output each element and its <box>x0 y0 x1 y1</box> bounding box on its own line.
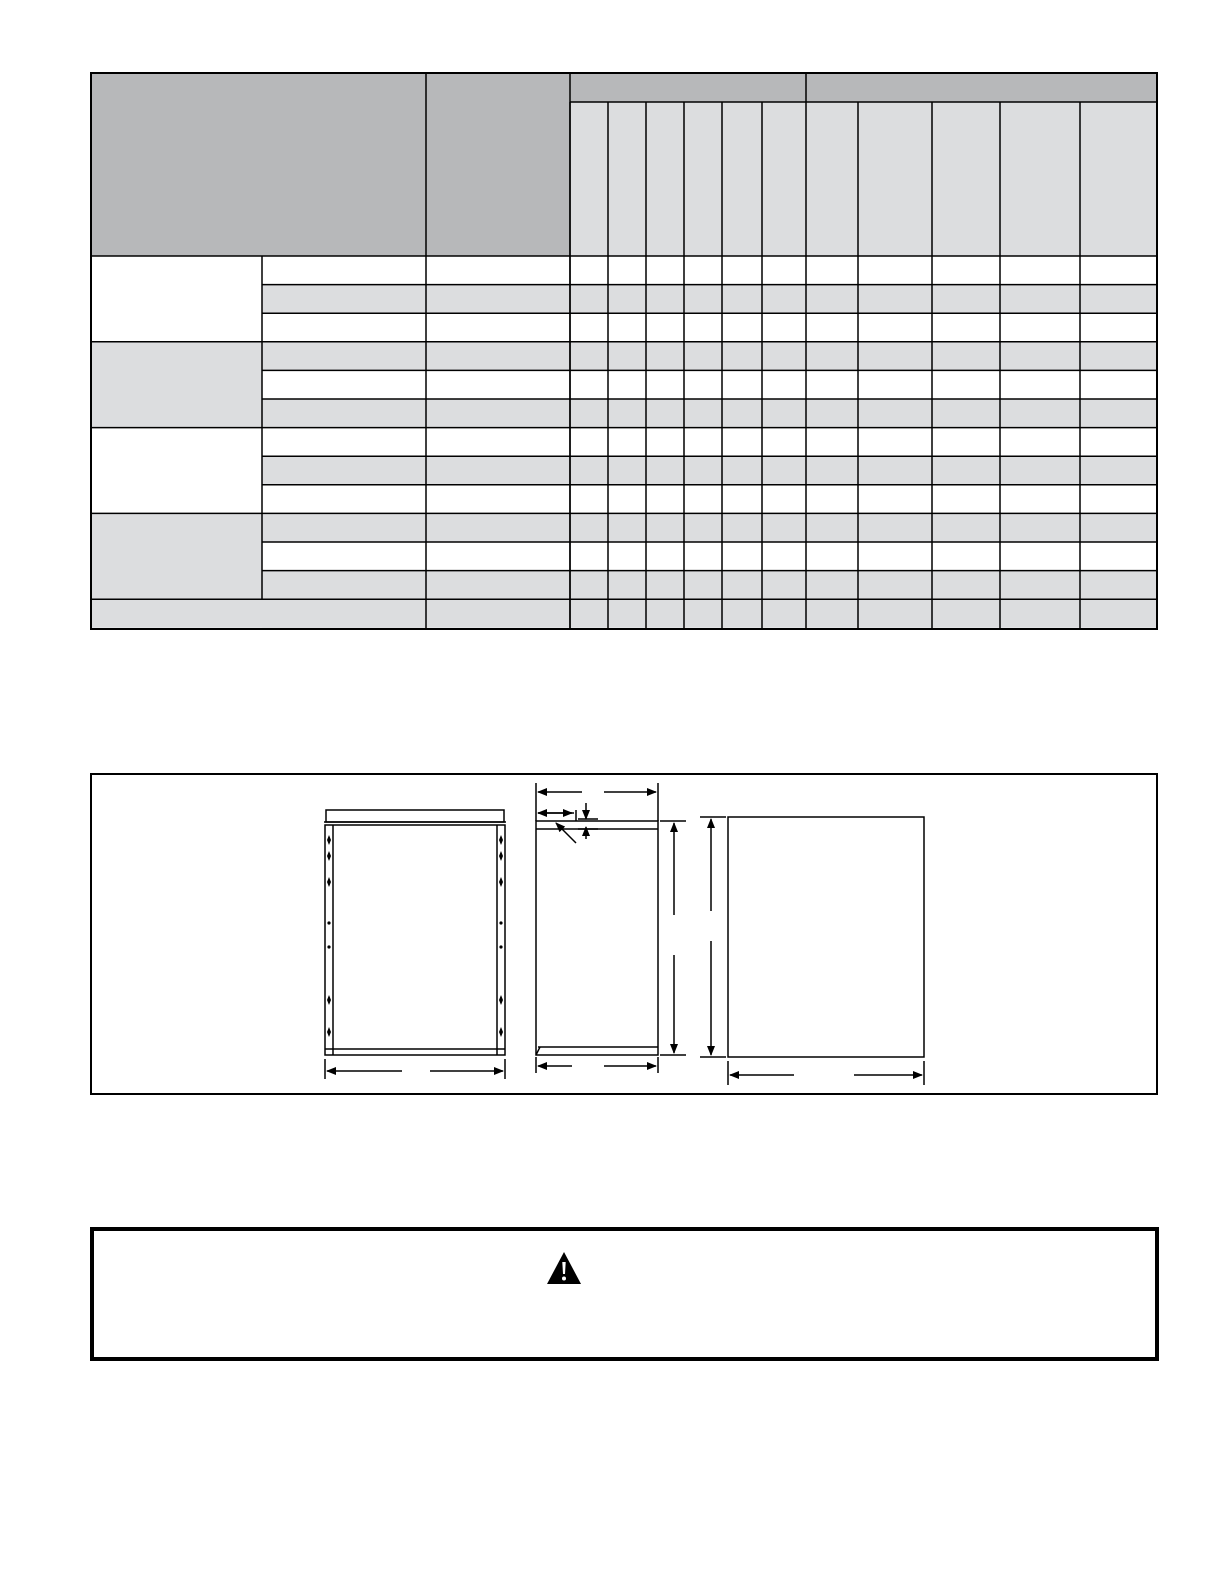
table-row <box>262 428 1156 457</box>
table-row <box>262 485 1156 514</box>
table-grid <box>92 74 1156 628</box>
table-row <box>262 571 1156 600</box>
header-group-row <box>570 74 1156 102</box>
section-label-cell <box>92 513 262 599</box>
table-row <box>262 342 1156 371</box>
side-flange-dimension <box>538 810 576 821</box>
back-width-dimension <box>728 1061 924 1085</box>
table-row <box>262 513 1156 542</box>
table-row <box>262 456 1156 485</box>
table-row <box>262 370 1156 399</box>
back-panel <box>728 817 924 1057</box>
front-fastener-holes <box>327 835 503 1037</box>
side-cabinet-body <box>536 821 658 1055</box>
section-label-cell <box>92 428 262 514</box>
back-view <box>700 817 924 1085</box>
side-height-dimension <box>660 821 686 1055</box>
table-row <box>262 313 1156 342</box>
front-view <box>324 810 506 1079</box>
section-label-cell <box>92 256 262 342</box>
back-height-dimension <box>700 817 726 1057</box>
warning-triangle-icon <box>546 1251 582 1285</box>
side-depth-top-dimension <box>536 783 658 821</box>
front-width-dimension <box>325 1059 505 1079</box>
table-row <box>262 399 1156 428</box>
specification-table <box>90 72 1158 630</box>
dimension-figure <box>90 773 1158 1095</box>
section-label-cell <box>92 342 262 428</box>
warning-box <box>90 1227 1159 1361</box>
front-top-flange <box>326 810 504 822</box>
side-leader-line <box>556 823 576 843</box>
dimension-drawing <box>92 775 1156 1093</box>
header-sub-cells <box>570 102 1156 256</box>
table-row <box>262 285 1156 314</box>
side-view <box>536 783 686 1073</box>
table-row <box>262 542 1156 571</box>
header-main-cell <box>92 74 570 256</box>
front-cabinet-body <box>325 825 505 1055</box>
table-row <box>262 256 1156 285</box>
side-depth-bottom-dimension <box>536 1057 658 1073</box>
total-row-label-cell <box>92 599 426 628</box>
